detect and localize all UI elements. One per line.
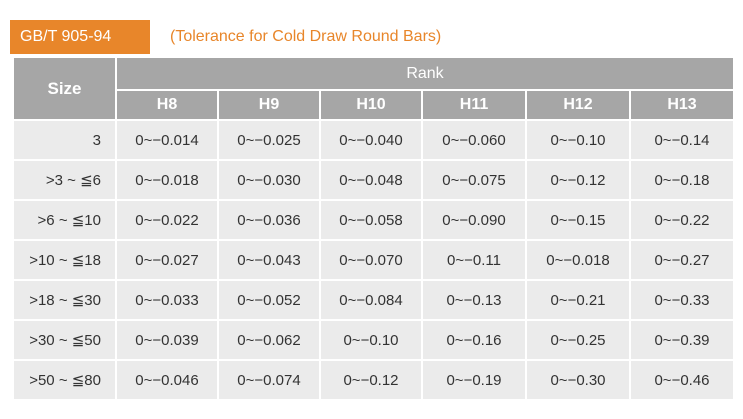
size-cell: 3 <box>14 121 115 159</box>
size-cell: >10 ~ ≦18 <box>14 241 115 279</box>
size-cell: >50 ~ ≦80 <box>14 361 115 399</box>
tolerance-cell-h13: 0~−0.14 <box>631 121 733 159</box>
standard-label: GB/T 905-94 <box>10 20 150 54</box>
tolerance-cell-h9: 0~−0.062 <box>219 321 319 359</box>
tolerance-cell-h10: 0~−0.070 <box>321 241 421 279</box>
table-row <box>14 281 733 319</box>
size-cell: >6 ~ ≦10 <box>14 201 115 239</box>
tolerance-cell-h13: 0~−0.27 <box>631 241 733 279</box>
tolerance-cell-h11: 0~−0.075 <box>423 161 525 199</box>
tolerance-cell-h9: 0~−0.074 <box>219 361 319 399</box>
tolerance-cell-h9: 0~−0.030 <box>219 161 319 199</box>
tolerance-cell-h11: 0~−0.13 <box>423 281 525 319</box>
tolerance-cell-h12: 0~−0.30 <box>527 361 629 399</box>
tolerance-cell-h9: 0~−0.052 <box>219 281 319 319</box>
table-row <box>14 201 733 239</box>
tolerance-cell-h11: 0~−0.16 <box>423 321 525 359</box>
tolerance-cell-h12: 0~−0.018 <box>527 241 629 279</box>
tolerance-cell-h10: 0~−0.084 <box>321 281 421 319</box>
table-row <box>14 161 733 199</box>
tolerance-cell-h13: 0~−0.18 <box>631 161 733 199</box>
tolerance-cell-h13: 0~−0.46 <box>631 361 733 399</box>
column-header-h12: H12 <box>527 91 629 119</box>
size-cell: >18 ~ ≦30 <box>14 281 115 319</box>
column-header-h8: H8 <box>117 91 217 119</box>
tolerance-cell-h8: 0~−0.033 <box>117 281 217 319</box>
table-row <box>14 361 733 399</box>
tolerance-cell-h8: 0~−0.027 <box>117 241 217 279</box>
size-cell: >3 ~ ≦6 <box>14 161 115 199</box>
table-row <box>14 241 733 279</box>
tolerance-cell-h10: 0~−0.10 <box>321 321 421 359</box>
rank-header-row <box>14 58 733 89</box>
tolerance-cell-h11: 0~−0.090 <box>423 201 525 239</box>
table-row <box>14 321 733 359</box>
tolerance-cell-h13: 0~−0.22 <box>631 201 733 239</box>
column-header-h9: H9 <box>219 91 319 119</box>
tolerance-cell-h8: 0~−0.018 <box>117 161 217 199</box>
tolerance-cell-h9: 0~−0.025 <box>219 121 319 159</box>
tolerance-cell-h8: 0~−0.039 <box>117 321 217 359</box>
table-row <box>14 121 733 159</box>
tolerance-cell-h9: 0~−0.043 <box>219 241 319 279</box>
tolerance-cell-h13: 0~−0.33 <box>631 281 733 319</box>
grade-header-row <box>14 91 733 119</box>
tolerance-cell-h12: 0~−0.25 <box>527 321 629 359</box>
tolerance-cell-h12: 0~−0.15 <box>527 201 629 239</box>
tolerance-cell-h8: 0~−0.046 <box>117 361 217 399</box>
tolerance-cell-h12: 0~−0.10 <box>527 121 629 159</box>
tolerance-cell-h8: 0~−0.014 <box>117 121 217 159</box>
tolerance-cell-h9: 0~−0.036 <box>219 201 319 239</box>
tolerance-cell-h11: 0~−0.19 <box>423 361 525 399</box>
tolerance-cell-h12: 0~−0.21 <box>527 281 629 319</box>
tolerance-cell-h8: 0~−0.022 <box>117 201 217 239</box>
table-subtitle: (Tolerance for Cold Draw Round Bars) <box>170 28 442 45</box>
tolerance-cell-h11: 0~−0.060 <box>423 121 525 159</box>
column-header-h10: H10 <box>321 91 421 119</box>
tolerance-cell-h12: 0~−0.12 <box>527 161 629 199</box>
table-body <box>14 121 733 399</box>
tolerance-cell-h10: 0~−0.040 <box>321 121 421 159</box>
column-header-h13: H13 <box>631 91 733 119</box>
tolerance-cell-h13: 0~−0.39 <box>631 321 733 359</box>
tolerance-cell-h10: 0~−0.058 <box>321 201 421 239</box>
title-bar <box>10 20 730 54</box>
tolerance-cell-h10: 0~−0.12 <box>321 361 421 399</box>
column-header-h11: H11 <box>423 91 525 119</box>
size-column-header: Size <box>14 58 115 119</box>
size-cell: >30 ~ ≦50 <box>14 321 115 359</box>
rank-group-header: Rank <box>117 58 733 89</box>
tolerance-table <box>12 56 735 401</box>
tolerance-cell-h10: 0~−0.048 <box>321 161 421 199</box>
tolerance-cell-h11: 0~−0.11 <box>423 241 525 279</box>
